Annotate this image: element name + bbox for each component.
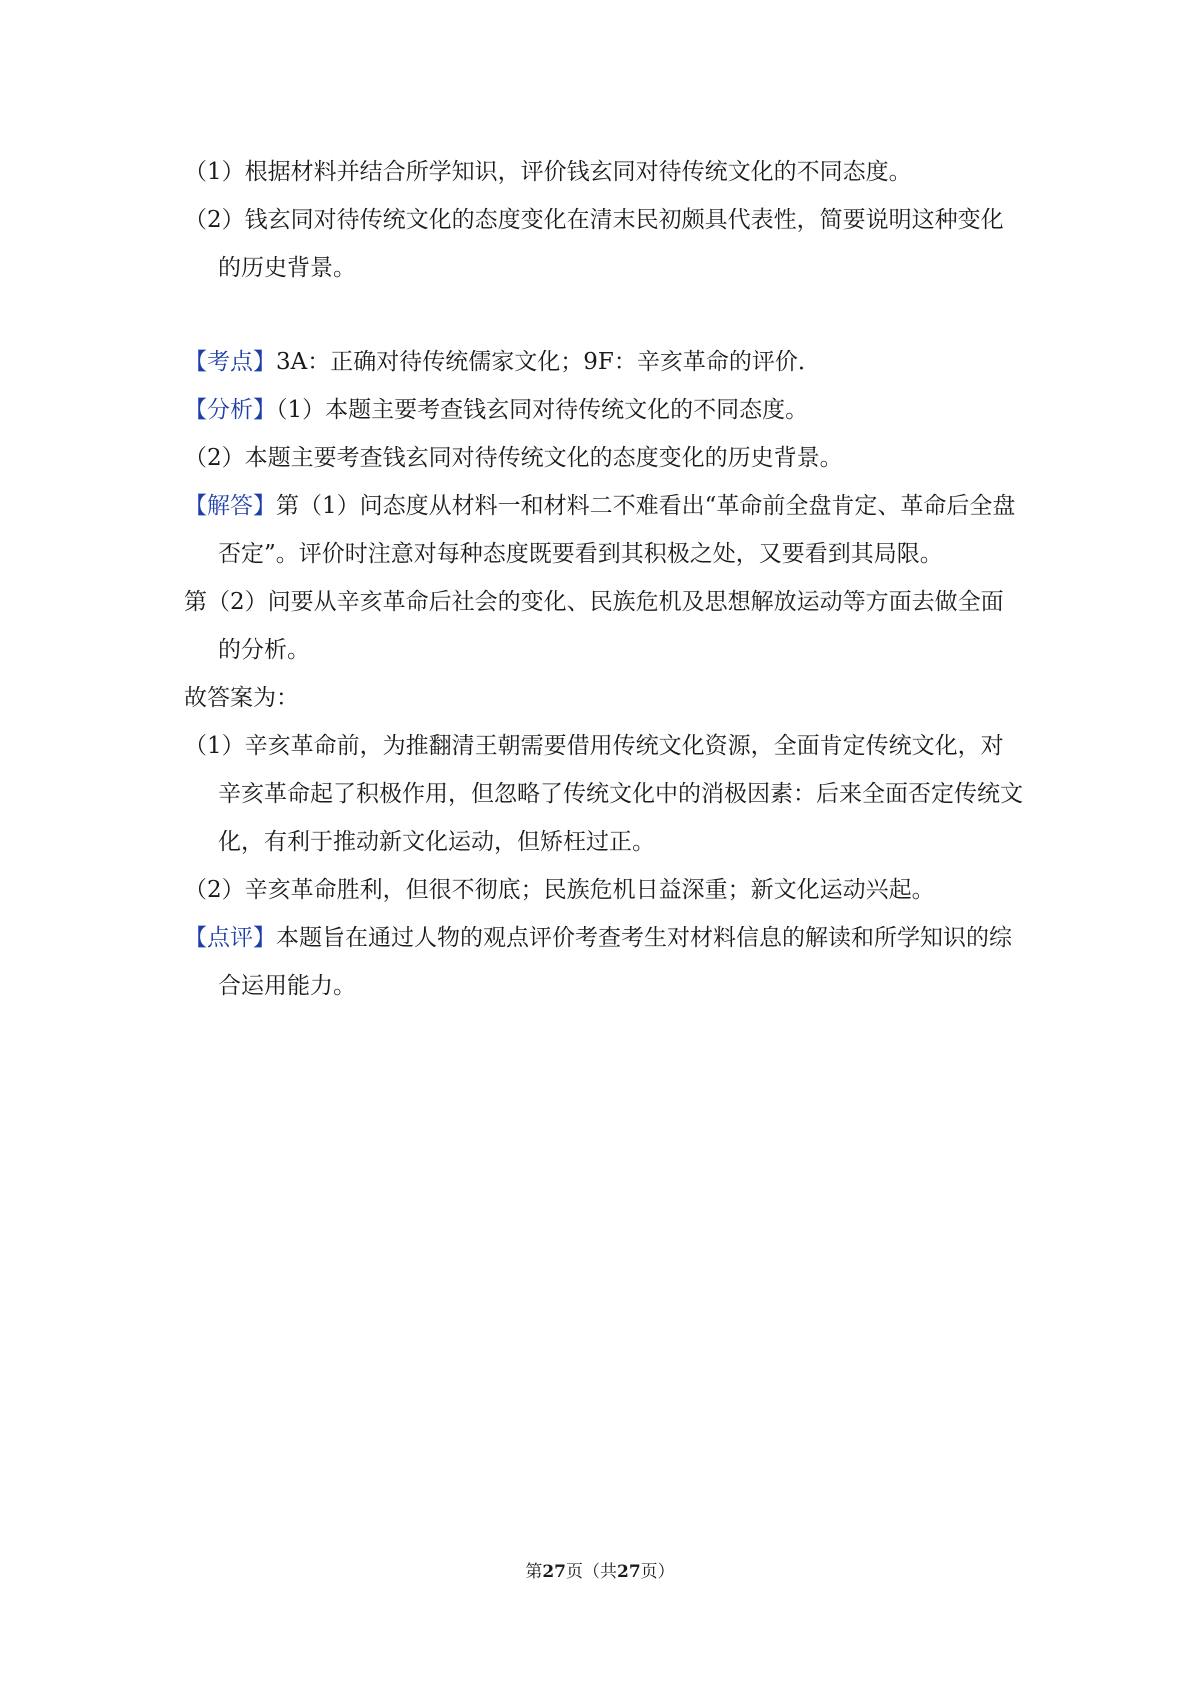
footer-total-pages: 27	[617, 1562, 641, 1582]
answer-2: （2）辛亥革命胜利，但很不彻底；民族危机日益深重；新文化运动兴起。	[184, 877, 935, 903]
fenxi-text: （1）本题主要考查钱玄同对待传统文化的不同态度。	[276, 397, 809, 423]
kaodian-tag: 【考点】	[184, 349, 276, 375]
dianping-text: 本题旨在通过人物的观点评价考查考生对材料信息的解读和所学知识的综合运用能力。	[218, 925, 1012, 999]
footer-prefix: 第	[525, 1562, 543, 1582]
answer-intro: 故答案为：	[184, 685, 299, 711]
fenxi-paragraph	[184, 386, 1024, 434]
jieda-paragraph	[184, 482, 1024, 578]
answer-1: （1）辛亥革命前，为推翻清王朝需要借用传统文化资源，全面肯定传统文化，对辛亥革命起了积极作用，但忽略了传统文化中的消极因素：后来全面否定传统文化，有利于推动新文化运动，但矫枉过正。	[184, 733, 1023, 855]
jieda-paragraph-2: 第（2）问要从辛亥革命后社会的变化、民族危机及思想解放运动等方面去做全面的分析。	[184, 589, 1004, 663]
section-gap	[184, 292, 1024, 338]
page-footer	[0, 1560, 1200, 1584]
question-1: （1）根据材料并结合所学知识，评价钱玄同对待传统文化的不同态度。	[184, 159, 912, 185]
fenxi-paragraph-2: （2）本题主要考查钱玄同对待传统文化的态度变化的历史背景。	[184, 445, 843, 471]
jieda-text: 第（1）问态度从材料一和材料二不难看出“革命前全盘肯定、革命后全盘否定”。评价时注意对每种态度既要看到其积极之处，又要看到其局限。	[218, 493, 1016, 567]
page-content	[184, 148, 1024, 1010]
footer-middle: 页（共	[566, 1562, 617, 1582]
kaodian-text: 3A：正确对待传统儒家文化；9F：辛亥革命的评价．	[276, 349, 821, 375]
fenxi-tag: 【分析】	[184, 397, 276, 423]
question-2: （2）钱玄同对待传统文化的态度变化在清末民初颇具代表性，简要说明这种变化的历史背景。	[184, 207, 1004, 281]
dianping-tag: 【点评】	[184, 925, 276, 951]
dianping-paragraph	[184, 914, 1024, 1010]
kaodian-paragraph	[184, 338, 1024, 386]
footer-current-page: 27	[542, 1562, 566, 1582]
jieda-tag: 【解答】	[184, 493, 276, 519]
footer-suffix: 页）	[640, 1562, 675, 1582]
